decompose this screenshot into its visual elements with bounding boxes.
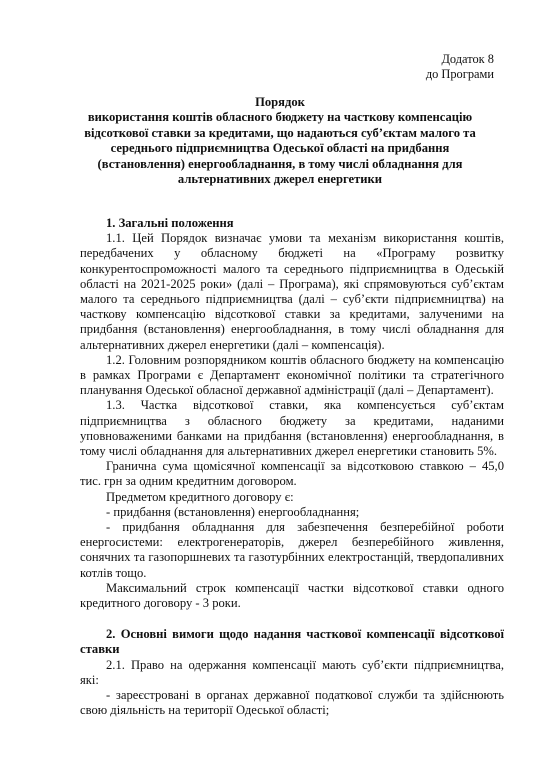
document-title — [60, 95, 500, 187]
paragraph-2-1: 2.1. Право на одержання компенсації мають суб’єкти підприємництва, які: — [80, 657, 504, 687]
title-line-4: середнього підприємництва Одеської області на придбання — [110, 141, 450, 156]
paragraph-1-3: 1.3. Частка відсоткової ставки, яка компенсується суб’єктам підприємництва з обласного бюджету за кредитами, наданими уповноваженими банками на придбання (встановлення) енергообладнання, в тому числі обладнання для альтернативних джерел енергетики становить 5%. — [80, 398, 504, 459]
annex-reference: до Програми — [425, 67, 494, 81]
section-spacer — [80, 611, 504, 627]
paragraph-max-term: Максимальний строк компенсації частки відсоткової ставки одного кредитного договору - 3 роки. — [80, 580, 504, 611]
list-item-equipment-purchase: - придбання (встановлення) енергообладнання; — [106, 504, 360, 519]
list-item-uninterrupted-power: - придбання обладнання для забезпечення безперебійної роботи енергосистеми: електрогенераторів, джерел безперебійного живлення, сонячних та газопоршневих та газотурбінних електростанцій, твердопаливних котлів тощо. — [80, 520, 504, 580]
section-2-heading: 2. Основні вимоги щодо надання часткової компенсації відсоткової ставки — [80, 627, 504, 657]
title-line-3: відсоткової ставки за кредитами, що надаються суб’єктам малого та — [84, 125, 476, 140]
paragraph-1-2: 1.2. Головним розпорядником коштів обласного бюджету на компенсацію в рамках Програми є Департамент економічної політики та стратегічного планування Одеської обласної державної адміністрації (далі – Департамент). — [80, 352, 504, 398]
title-line-6: альтернативних джерел енергетики — [177, 172, 383, 187]
list-item-registered: - зареєстровані в органах державної податкової служби та здійснюють свою діяльність на території Одеської області; — [80, 688, 504, 718]
annex-label — [426, 52, 494, 82]
section-1-heading: 1. Загальні положення — [106, 216, 234, 230]
paragraph-credit-subject: Предметом кредитного договору є: — [106, 489, 294, 504]
title-line-1: Порядок — [255, 95, 305, 109]
title-line-5: (встановлення) енергообладнання, в тому числі обладнання для — [97, 156, 463, 171]
document-body — [80, 216, 504, 719]
paragraph-compensation-limit: Гранична сума щомісячної компенсації за відсотковою ставкою – 45,0 тис. грн за одним кредитним договором. — [80, 459, 504, 489]
paragraph-1-1: 1.1. Цей Порядок визначає умови та механізм використання коштів, передбачених у обласному бюджеті на «Програму розвитку конкурентоспроможності малого та середнього підприємництва в Одеській області на 2021-2025 роки» (далі – Програма), які спрямовуються суб’єктам малого та середнього підприємництва (далі – суб’єкти підприємництва) на часткову компенсацію відсоткової ставки за кредитами, залученими на придбання (встановлення) енергообладнання, в тому числі обладнання для альтернативних джерел енергетики (далі – компенсація). — [80, 231, 504, 352]
title-line-2: використання коштів обласного бюджету на часткову компенсацію — [87, 110, 473, 125]
annex-number: Додаток 8 — [441, 52, 494, 66]
